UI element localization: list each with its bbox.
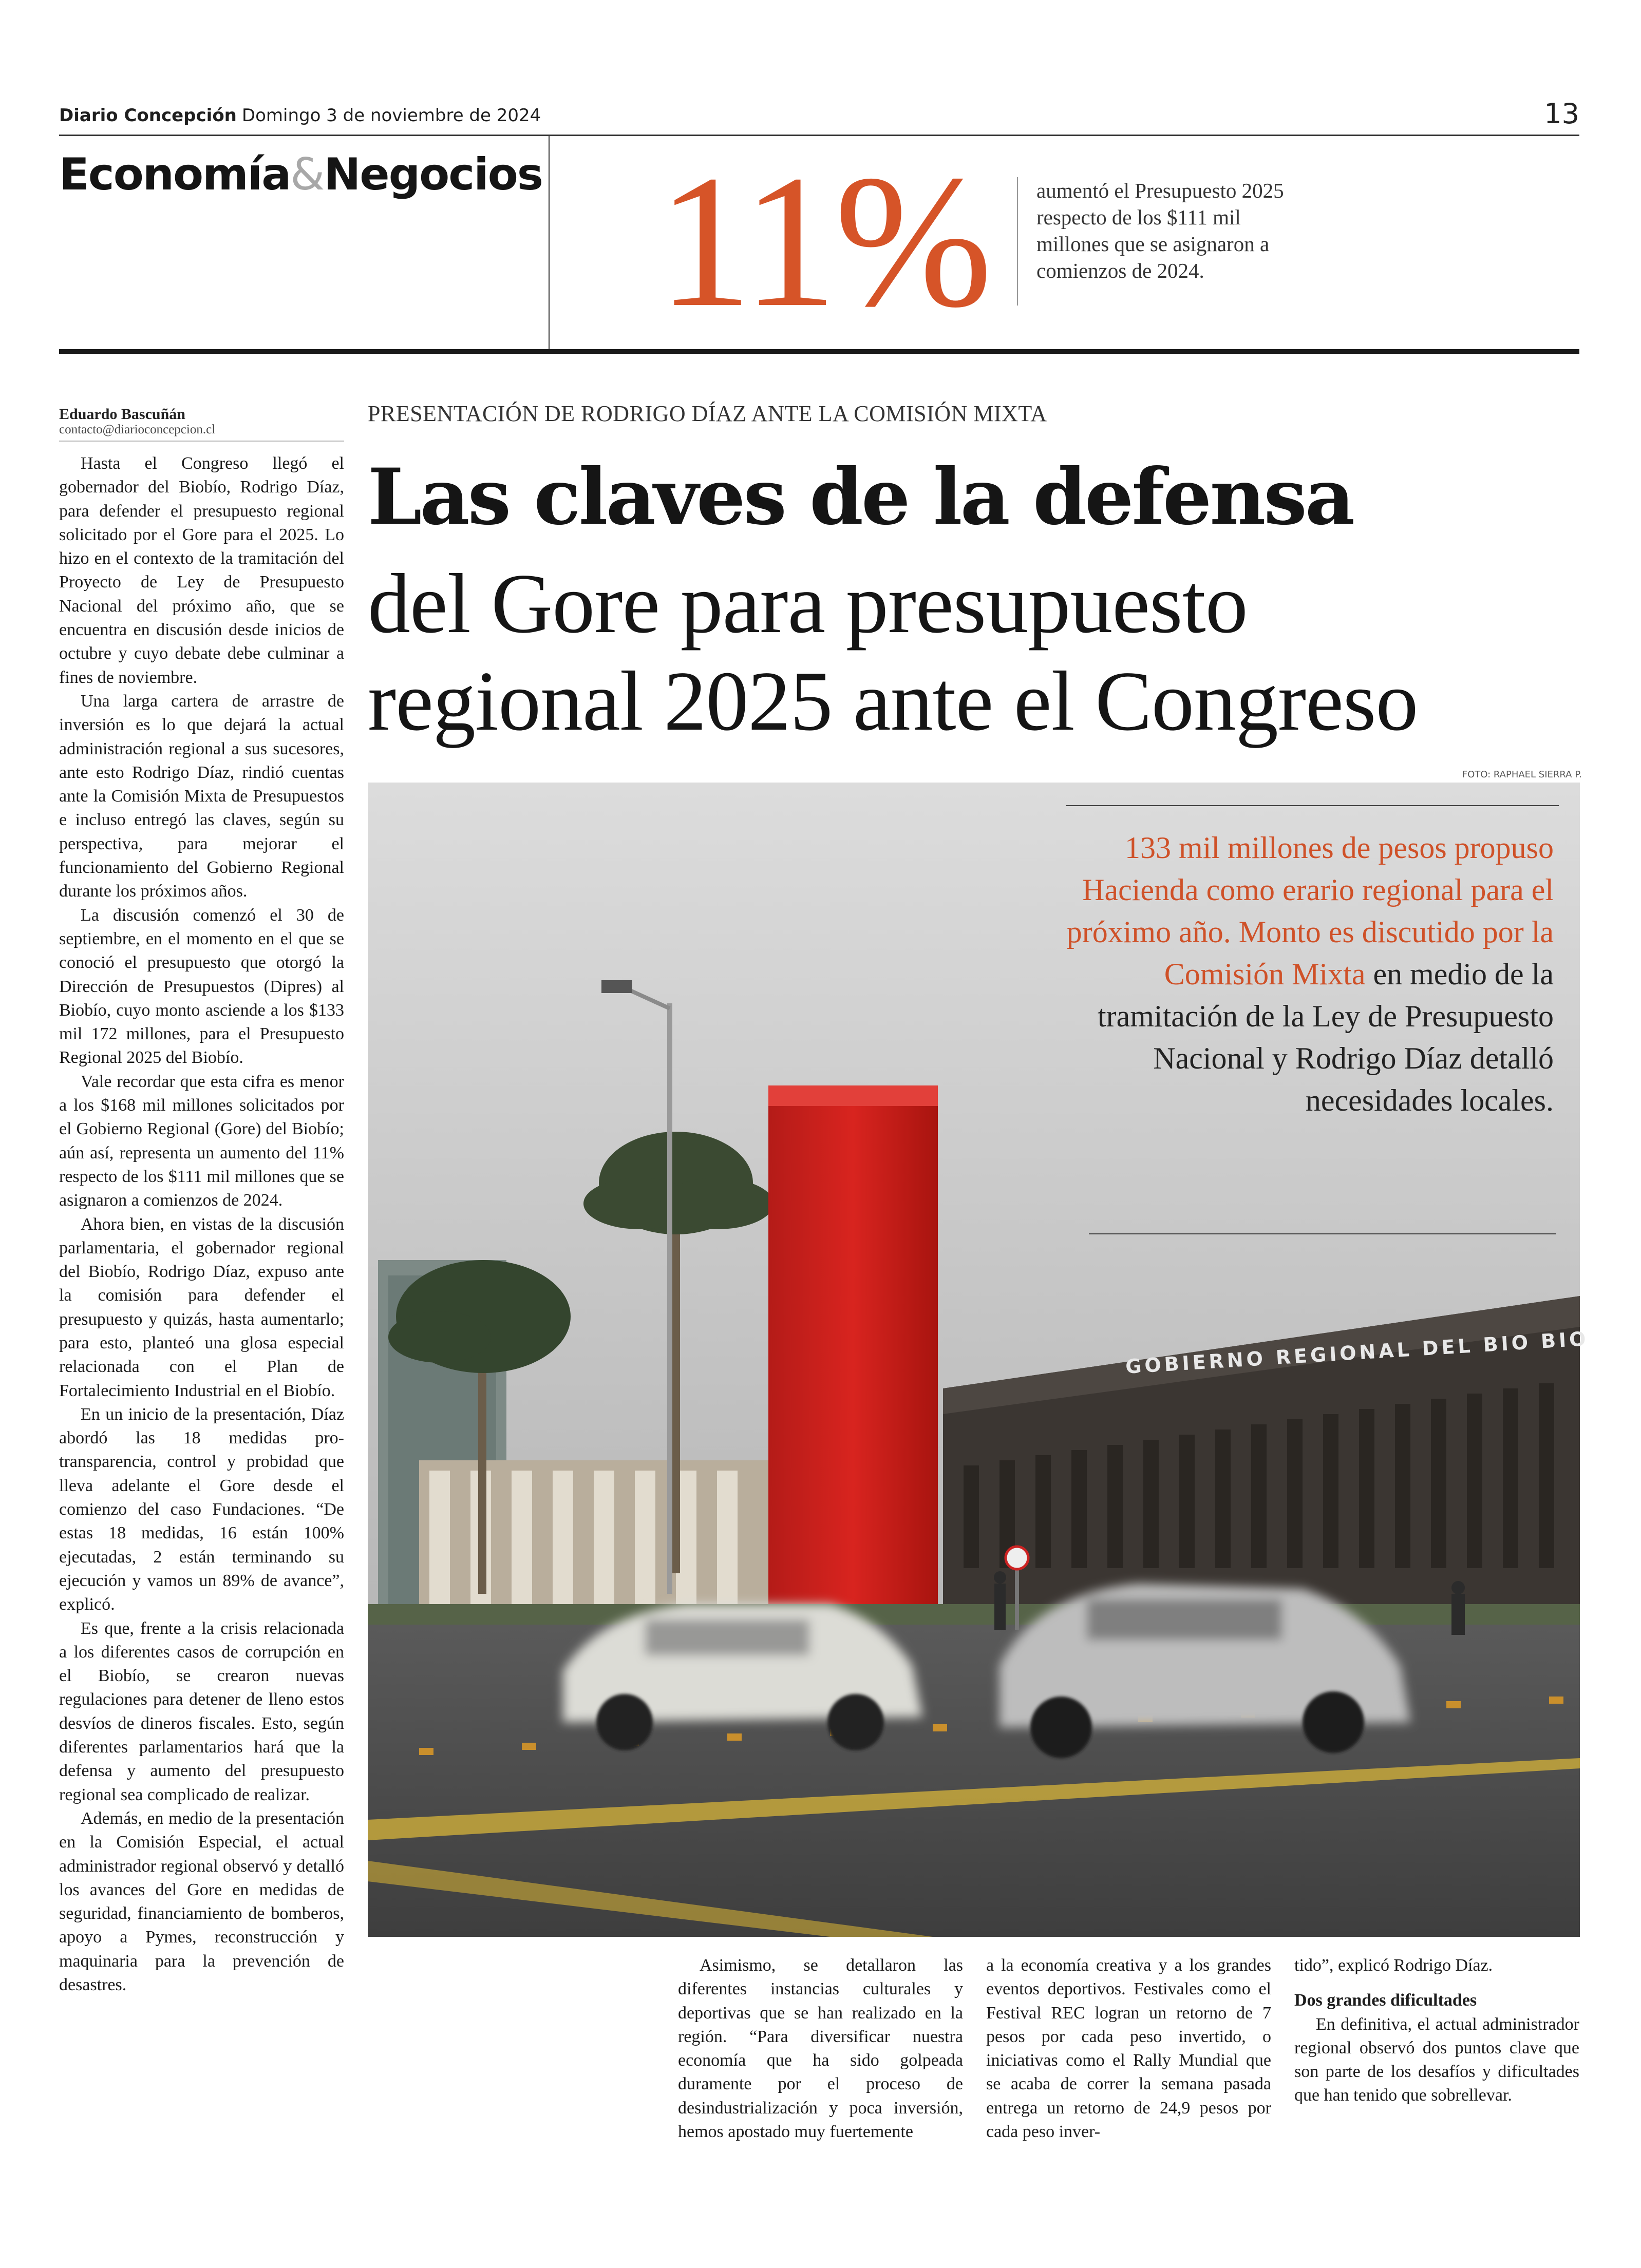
paragraph: Una larga cartera de arrastre de inversión es lo que dejará la actual administración regional a sus sucesores, ante esto Rodrigo Díaz, rindió cuentas ante la Comisión Mixta de Presupuestos e incluso entregó las claves, según su perspectiva, para mejorar el funcionamiento del Gobierno Regional durante los próximos años. bbox=[59, 691, 344, 901]
building-sign: GOBIERNO REGIONAL DEL BIO BIO bbox=[1125, 1327, 1590, 1378]
section-title bbox=[59, 149, 542, 200]
subheading: Dos grandes dificultades bbox=[1294, 1991, 1477, 2010]
section-ampersand: & bbox=[290, 149, 324, 200]
stat-description: aumentó el Presupuesto 2025 respecto de los $111 mil millones que se asignaron a comienzos de 2024. bbox=[1036, 179, 1284, 282]
paragraph: En definitiva, el actual administrador regional observó dos puntos clave que son parte de los desafíos y dificultades que han tenido que sobrellevar. bbox=[1294, 2014, 1579, 2105]
headline-rest bbox=[368, 555, 1418, 750]
article-kicker: PRESENTACIÓN DE RODRIGO DÍAZ ANTE LA COMISIÓN MIXTA bbox=[368, 401, 1047, 426]
red-tower bbox=[768, 1085, 938, 1635]
pull-quote bbox=[1048, 827, 1554, 1121]
byline-rule bbox=[59, 441, 344, 442]
issue-date: Domingo 3 de noviembre de 2024 bbox=[241, 105, 541, 126]
paragraph: a la economía creativa y a los grandes eventos deportivos. Festivales como el Festival REC logran un retorno de 7 pesos por cada peso invertido, o iniciativas como el Rally Mundial que se acaba de correr la semana pasada entrega un retorno de 24,9 pesos por cada peso inver- bbox=[986, 1956, 1271, 2142]
paragraph: Ahora bien, en vistas de la discusión parlamentaria, el gobernador regional del Biobío, Rodrigo Díaz, expuso ante la comisión para defender el presupuesto y quizás, hasta aumentarlo; para esto, planteó una glosa especial relacionada con el Plan de Fortalecimiento Industrial en el Biobío. bbox=[59, 1214, 344, 1400]
paragraph: Hasta el Congreso llegó el gobernador del Biobío, Rodrigo Díaz, para defender el presupuesto regional solicitado por el Gore para el 2025. Lo hizo en el contexto de la tramitación del Proyecto de Ley de Presupuesto Nacional del próximo año, que se encuentra en discusión desde inicios de octubre y cuyo debate debe culminar a fines de noviembre. bbox=[59, 454, 344, 687]
pullquote-rule-top bbox=[1066, 805, 1559, 806]
pull-quote-rest: en medio de la tramitación de la Ley de Presupuesto Nacional y Rodrigo Díaz detalló necesidades locales. bbox=[1097, 957, 1554, 1117]
paragraph: Vale recordar que esta cifra es menor a los $168 mil millones solicitados por el Gobierno Regional (Gore) del Biobío; aún así, representa un aumento del 11% respecto de los $111 mil millones que se asignaron a comienzos de 2024. bbox=[59, 1072, 344, 1210]
section-title-b: Negocios bbox=[324, 149, 542, 200]
pullquote-rule-bottom bbox=[1089, 1233, 1556, 1234]
headline-line-2: del Gore para presupuesto bbox=[368, 556, 1248, 651]
header-divider bbox=[549, 136, 550, 351]
author-name: Eduardo Bascuñán bbox=[59, 406, 185, 423]
pull-quote-highlight: 133 mil millones de pesos propuso Hacienda como erario regional para el próximo año. Monto es discutido por la Comisión Mixta bbox=[1066, 831, 1554, 991]
headline-bold: Las claves de la defensa bbox=[368, 452, 1353, 542]
headline-line-3: regional 2025 ante el Congreso bbox=[368, 654, 1418, 748]
body-column-3 bbox=[986, 1954, 1271, 2144]
page-number: 13 bbox=[1544, 98, 1579, 130]
masthead bbox=[59, 105, 541, 126]
paragraph: Además, en medio de la presentación en la Comisión Especial, el actual administrador regional observó y detalló los avances del Gore en medidas de seguridad, financiamiento de bomberos, apoyo a Pymes, reconstrucción y maquinaria para la prevención de desastres. bbox=[59, 1808, 344, 1994]
paragraph: tido”, explicó Rodrigo Díaz. bbox=[1294, 1956, 1493, 1975]
stat-divider bbox=[1017, 177, 1018, 306]
section-title-a: Economía bbox=[59, 149, 291, 200]
newspaper-name: Diario Concepción bbox=[59, 105, 237, 126]
body-column-left bbox=[59, 452, 344, 1997]
paragraph: La discusión comenzó el 30 de septiembre, en el momento en el que se conoció el presupuesto que otorgó la Dirección de Presupuestos (Dipres) al Biobío, cuyo monto asciende a los $133 mil 172 millones, para el Presupuesto Regional 2025 del Biobío. bbox=[59, 905, 344, 1068]
paragraph: Asimismo, se detallaron las diferentes instancias culturales y deportivas que se han realizado en la región. “Para diversificar nuestra economía que ha sido golpeada duramente por el proceso de desindustrialización y poca inversión, hemos apostado muy fuertemente bbox=[678, 1956, 963, 2142]
body-column-2 bbox=[678, 1954, 963, 2144]
body-column-4 bbox=[1294, 1954, 1579, 2108]
author-email[interactable]: contacto@diarioconcepcion.cl bbox=[59, 423, 216, 436]
photo-credit: FOTO: RAPHAEL SIERRA P. bbox=[1462, 769, 1582, 780]
paragraph: Es que, frente a la crisis relacionada a los diferentes casos de corrupción en el Biobío, se crearon nuevas regulaciones para detener de lleno estos desvíos de dineros fiscales. Esto, según diferentes parlamentarios hará que la defensa y aumento del presupuesto regional sea complicado de realizar. bbox=[59, 1618, 344, 1804]
big-stat-value: 11% bbox=[657, 136, 990, 347]
paragraph: En un inicio de la presentación, Díaz abordó las 18 medidas pro-transparencia, control y probidad que lleva adelante el Gore desde el comienzo del caso Fundaciones. “De estas 18 medidas, 16 están 100% ejecutadas, 2 están terminando su ejecución y vamos un 89% de avance”, explicó. bbox=[59, 1404, 344, 1614]
header-bottom-rule bbox=[59, 349, 1579, 354]
